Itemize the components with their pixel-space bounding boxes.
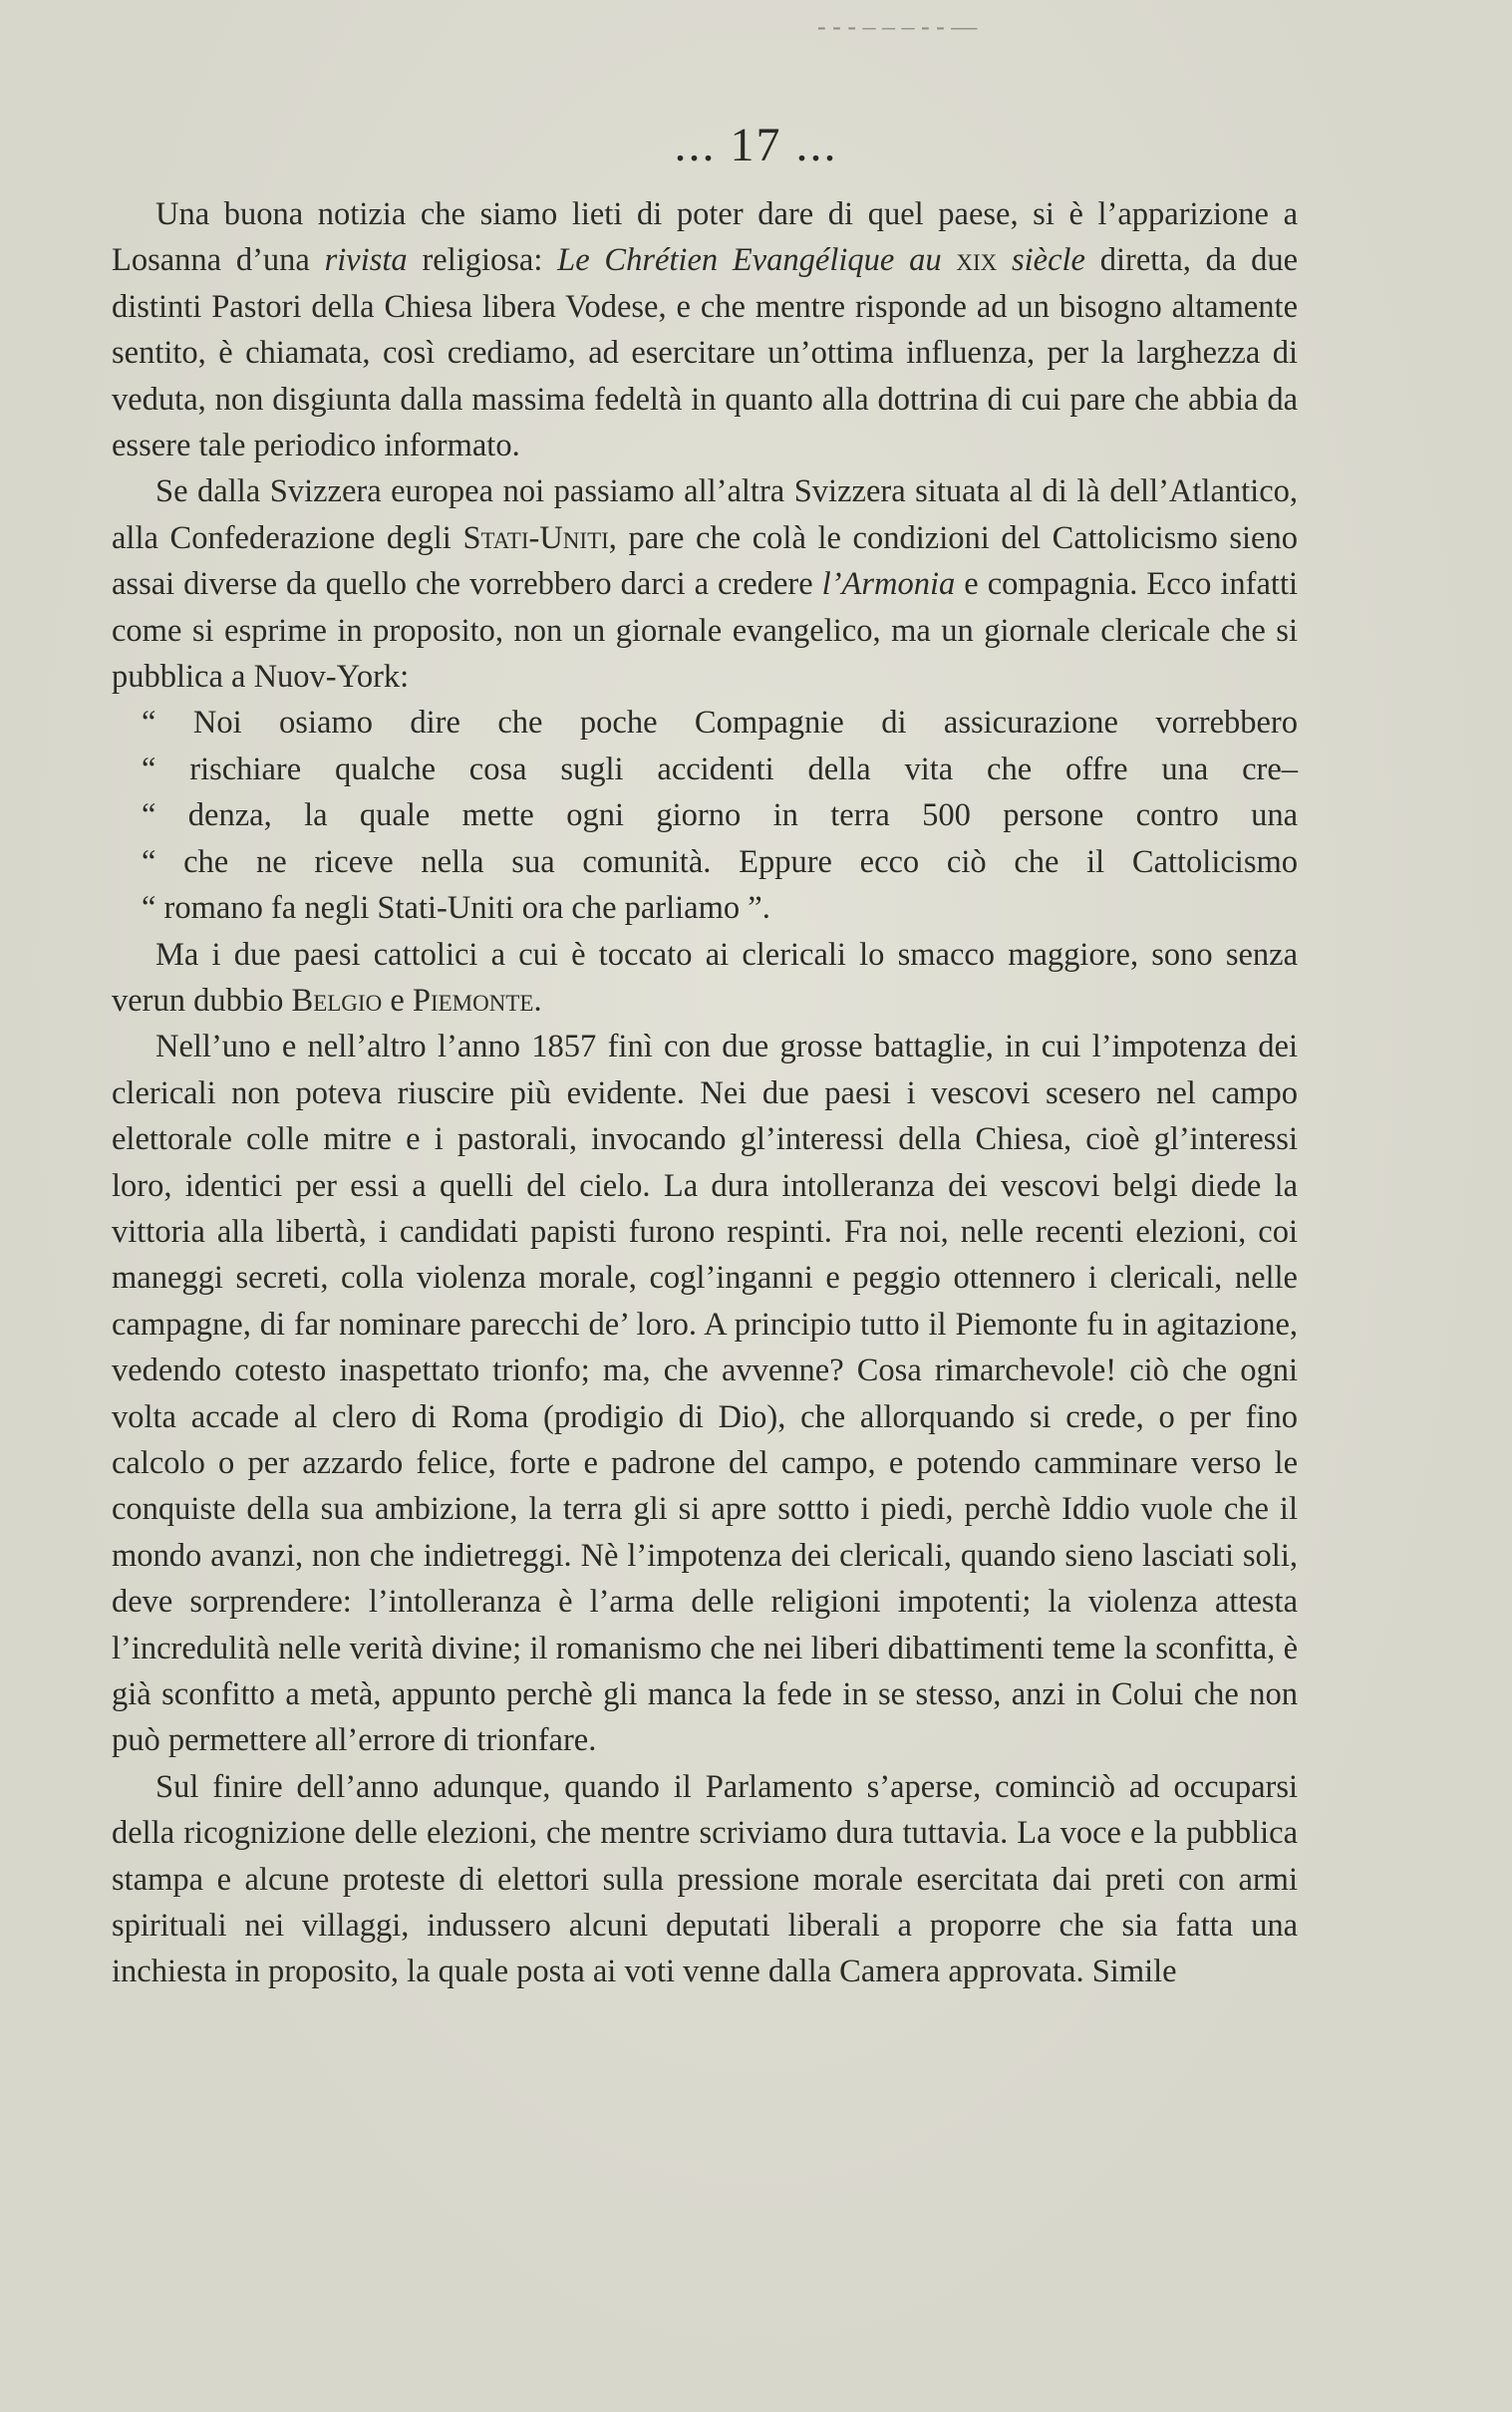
body-text xyxy=(112,191,1298,1995)
text-run: Una buona notizia che siamo lieti di poter dare di quel paese, si è l’apparizione a Losanna d’una xyxy=(112,196,1298,279)
paragraph xyxy=(112,1024,1298,1764)
paragraph xyxy=(112,1764,1298,1995)
text-run: Le Chrétien Evangélique au xyxy=(557,242,942,279)
paragraph xyxy=(112,468,1298,700)
quote-line: “ denza, la quale mette ogni giorno in terra 500 persone contro una xyxy=(142,797,1298,834)
quote-line: “ rischiare qualche cosa sugli accidenti della vita che offre una cre– xyxy=(142,751,1298,787)
text-run: Ma i due paesi cattolici a cui è toccato ai clericali lo smacco maggiore, sono senza verun dubbio xyxy=(112,936,1298,1019)
text-run: Nell’uno e nell’altro l’anno 1857 finì con due grosse battaglie, in cui l’impotenza dei clericali non poteva riuscire più evidente. Nei due paesi i vescovi scesero nel campo elettorale colle mitre e i pastorali, invocando gl’interessi della Chiesa, cioè gl’interessi loro, identici per essi a quelli del cielo. La dura intolleranza dei vescovi belgi diede la vittoria alla libertà, i candidati papisti furono respinti. Fra noi, nelle recenti elezioni, coi maneggi secreti, colla violenza morale, cogl’inganni e peggio ottennero i clericali, nelle campagne, di far nominare parecchi de’ loro. A principio tutto il Piemonte fu in agitazione, vedendo cotesto inaspettato trionfo; ma, che avvenne? Cosa rimarchevole! ciò che ogni volta accade al clero di Roma (prodigio di Dio), che allorquando si crede, o per fino calcolo o per azzardo felice, forte e padrone del campo, e potendo camminare verso le conquiste della sua ambizione, la terra gli si apre sottto i piedi, perchè Iddio vuole che il mondo avanzi, non che indietreggi. Nè l’impotenza dei clericali, quando sieno lasciati soli, deve sorprendere: l’intolleranza è l’arma delle religioni impotenti; la violenza attesta l’incredulità nelle verità divine; il romanismo che nei liberi dibattimenti teme la sconfitta, è già sconfitto a metà, appunto perchè gli manca la fede in se stesso, anzi in Colui che non può permettere all’errore di trionfare. xyxy=(112,1029,1298,1759)
text-run: religiosa: xyxy=(407,242,558,279)
quotation xyxy=(112,700,1298,931)
text-run: siècle xyxy=(1012,242,1085,279)
text-run: l’Armonia xyxy=(821,566,956,603)
text-run: xix xyxy=(941,242,1012,279)
paragraph xyxy=(112,191,1298,468)
text-run: , pare che colà le condizioni del Cattolicismo sieno assai diverse da quello che vorrebbero darci a credere xyxy=(112,519,1298,603)
paragraph xyxy=(112,932,1298,1025)
text-run: . xyxy=(533,982,542,1019)
text-run: e xyxy=(382,982,413,1019)
text-run: Belgio xyxy=(291,982,383,1019)
quote-line: “ che ne riceve nella sua comunità. Eppure ecco ciò che il Cattolicismo xyxy=(142,843,1298,880)
text-run: rivista xyxy=(324,242,408,279)
text-run: Piemonte xyxy=(412,982,534,1019)
quote-line: “ Noi osiamo dire che poche Compagnie di assicurazione vorrebbero xyxy=(142,705,1298,742)
page-number: ... 17 ... xyxy=(674,119,838,171)
quote-line: “ romano fa negli Stati-Uniti ora che parliamo ”. xyxy=(142,890,770,927)
page-edge-marks: - - - ‒ ‒ ‒ - - — xyxy=(817,12,978,41)
text-run: e compagnia. Ecco infatti come si esprime in proposito, non un giornale evangelico, ma un giornale clericale che si pubblica a Nuov-York: xyxy=(112,566,1299,696)
text-run: diretta, da due distinti Pastori della Chiesa libera Vodese, e che mentre risponde ad un bisogno altamente sentito, è chiamata, così crediamo, ad esercitare un’ottima influenza, per la larghezza di veduta, non disgiunta dalla massima fedeltà in quanto alla dottrina di cui pare che abbia da essere tale periodico informato. xyxy=(112,242,1298,464)
text-run: Stati-Uniti xyxy=(462,519,609,556)
text-run: Se dalla Svizzera europea noi passiamo all’altra Svizzera situata al di là dell’Atlantico, alla Confederazione degli xyxy=(112,473,1298,556)
text-run: Sul finire dell’anno adunque, quando il Parlamento s’aperse, cominciò ad occuparsi della ricognizione delle elezioni, che mentre scriviamo dura tuttavia. La voce e la pubblica stampa e alcune proteste di elettori sulla pressione morale esercitata dai preti con armi spirituali nei villaggi, indussero alcuni deputati liberali a proporre che sia fatta una inchiesta in proposito, la quale posta ai voti venne dalla Camera approvata. Simile xyxy=(112,1768,1298,1990)
